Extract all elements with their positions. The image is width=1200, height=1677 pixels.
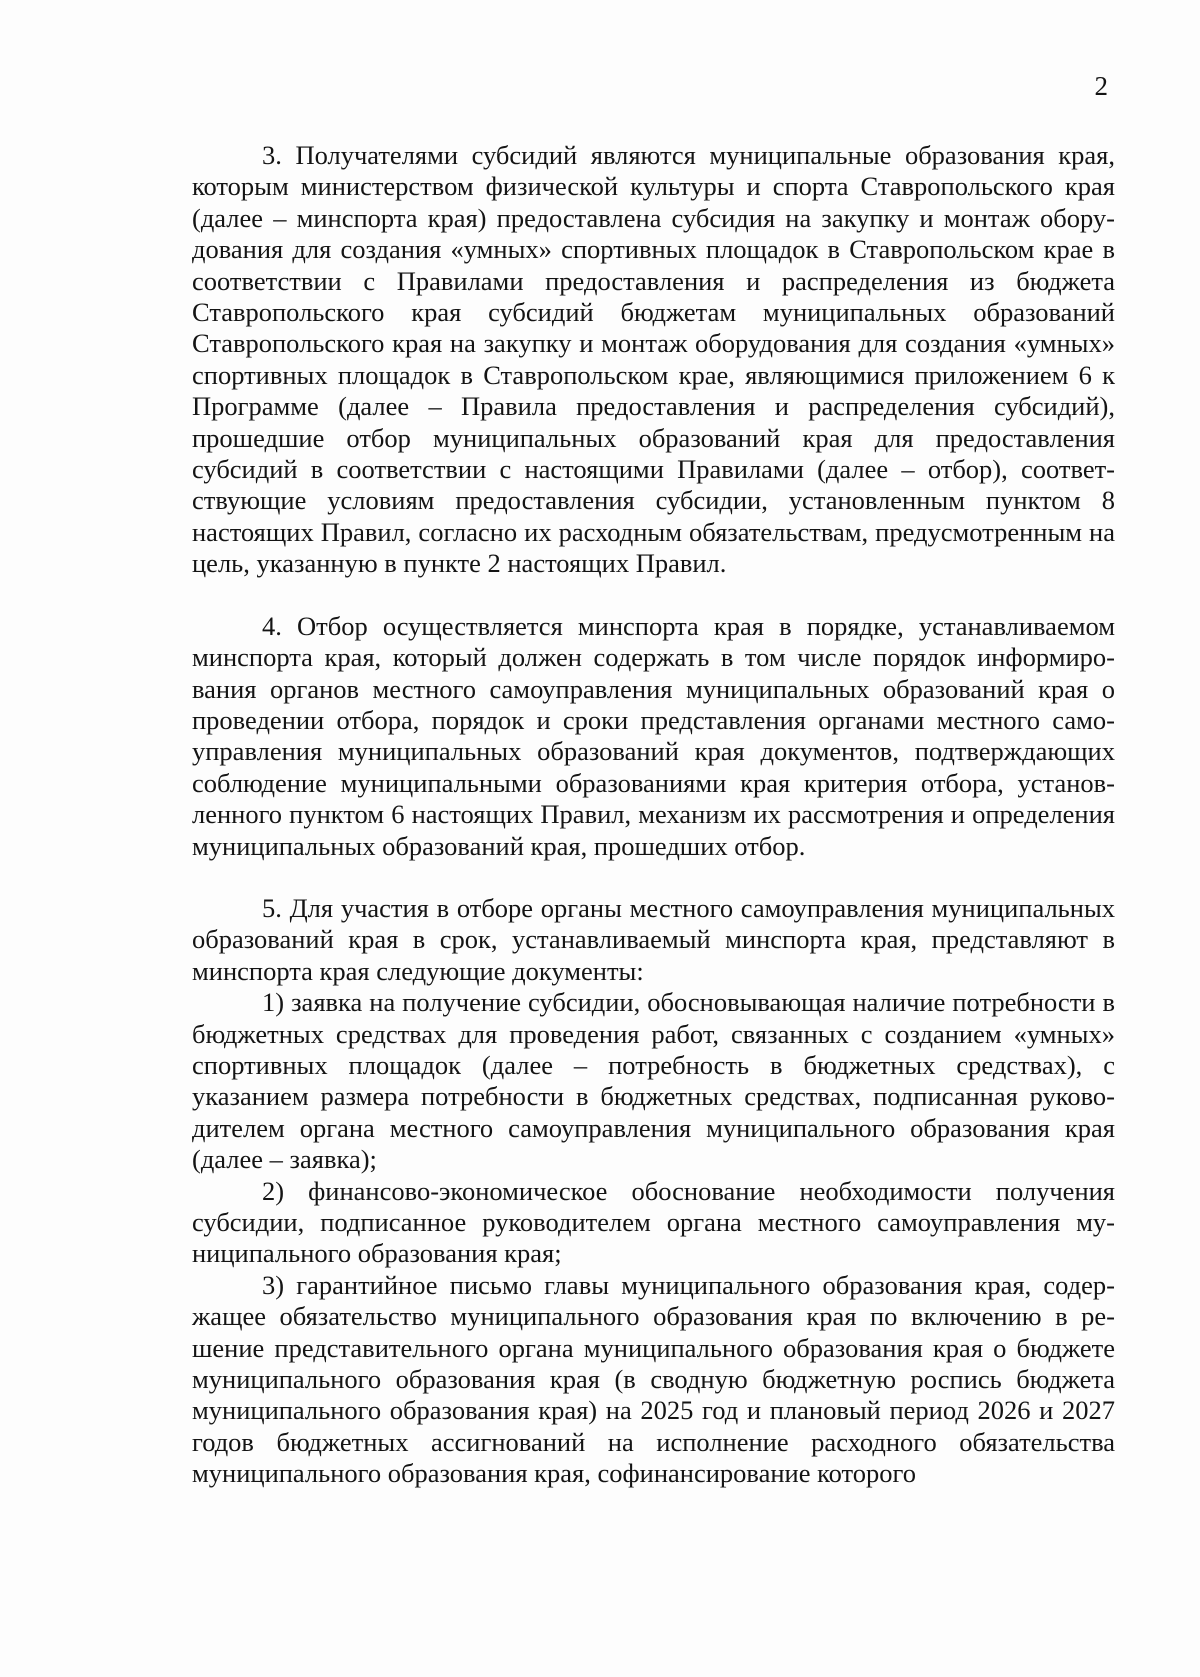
list-item-2: 2) финансово-экономическое обоснование необходимости получения субсидии, подписанное руководителем органа местного самоуправления муниципального образования края; [192,1175,1115,1269]
page-number: 2 [1094,71,1108,101]
document-body [192,140,1115,1490]
paragraph-5: 5. Для участия в отборе органы местного самоуправления муниципальных образований края в срок, устанавливаемый минспорта края, представляют в минспорта края следующие документы: [192,892,1115,986]
list-item-3: 3) гарантийное письмо главы муниципального образования края, содержащее обязательство муниципального образования края по включению в решение представительного органа муниципального образования края о бюджете муниципального образования края (в сводную бюджетную роспись бюджета муниципального образования края) на 2025 год и плановый период 2026 и 2027 годов бюджетных ассигнований на исполнение расходного обязательства муниципального образования края, софинансирование которого [192,1269,1115,1489]
paragraph-4: 4. Отбор осуществляется минспорта края в порядке, устанавливаемом минспорта края, который должен содержать в том числе порядок информирования органов местного самоуправления муниципальных образований края о проведении отбора, порядок и сроки представления органами местного самоуправления муниципальных образований края документов, подтверждающих соблюдение муниципальными образованиями края критерия отбора, установленного пунктом 6 настоящих Правил, механизм их рассмотрения и определения муниципальных образований края, прошедших отбор. [192,610,1115,861]
list-item-1: 1) заявка на получение субсидии, обосновывающая наличие потребности в бюджетных средствах для проведения работ, связанных с созданием «умных» спортивных площадок (далее – потребность в бюджетных средствах), с указанием размера потребности в бюджетных средствах, подписанная руководителем органа местного самоуправления муниципального образования края (далее – заявка); [192,987,1115,1175]
paragraph-3: 3. Получателями субсидий являются муниципальные образования края, которым министерством физической культуры и спорта Ставропольского края (далее – минспорта края) предоставлена субсидия на закупку и монтаж оборудования для создания «умных» спортивных площадок в Ставропольском крае в соответствии с Правилами предоставления и распределения из бюджета Ставропольского края субсидий бюджетам муниципальных образований Ставропольского края на закупку и монтаж оборудования для создания «умных» спортивных площадок в Ставропольском крае, являющимися приложением 6 к Программе (далее – Правила предоставления и распределения субсидий), прошедшие отбор муниципальных образований края для предоставления субсидий в соответствии с настоящими Правилами (далее – отбор), соответствующие условиям предоставления субсидии, установленным пунктом 8 настоящих Правил, согласно их расходным обязательствам, предусмотренным на цель, указанную в пункте 2 настоящих Правил. [192,140,1115,579]
